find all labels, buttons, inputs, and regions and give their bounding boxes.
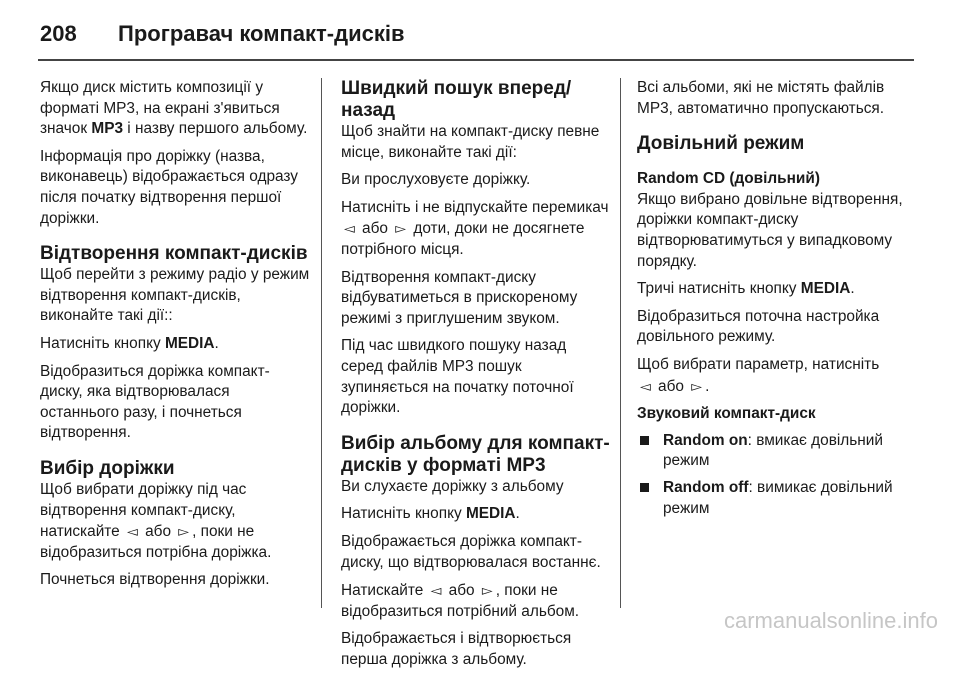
section-heading-playback: Відтворення компакт-дисків (40, 243, 308, 265)
left-arrow-icon: ◅ (344, 220, 355, 237)
right-arrow-icon: ▻ (481, 582, 493, 599)
page-header (40, 14, 404, 54)
paragraph: Відображається і відтворюється перша доріжка з альбому. (341, 630, 572, 668)
page-number: 208 (40, 21, 77, 46)
bullet-icon (640, 483, 649, 492)
paragraph: Тричі натисніть кнопку MEDIA. (637, 280, 855, 298)
subheading-random-cd: Random CD (довільний) (637, 170, 820, 188)
header-rule (38, 59, 914, 61)
paragraph: Щоб вибрати параметр, натисніть ◅ або ▻ . (637, 355, 880, 395)
watermark: carmanualsonline.info (723, 608, 938, 633)
paragraph: Натисніть і не відпускайте перемикач ◅ або ▻ доти, доки не досягнете потрібного місця. (341, 198, 609, 258)
paragraph: Щоб знайти на компакт-диску певне місце, виконайте такі дії: (341, 123, 600, 161)
paragraph: Почнеться відтворення доріжки. (40, 571, 270, 589)
section-heading-random: Довільний режим (637, 133, 805, 155)
subheading-audio-cd: Звуковий компакт-диск (637, 405, 816, 423)
paragraph: Натисніть кнопку MEDIA. (40, 334, 219, 352)
left-arrow-icon: ◅ (640, 377, 651, 394)
paragraph: Під час швидкого пошуку назад серед файлів MP3 пошук зупиняється на початку поточної доріжки. (341, 337, 574, 417)
page-title: Програвач компакт-дисків (118, 21, 405, 46)
paragraph: Всі альбоми, які не містять файлів MP3, автоматично пропускаються. (637, 79, 885, 117)
section-heading-fast-search: Швидкий пошук вперед/назад (341, 78, 572, 121)
column-middle (341, 78, 611, 677)
paragraph: Ви слухаєте доріжку з альбому (341, 477, 564, 495)
paragraph: Інформація про доріжку (назва, виконавець) відображається одразу після початку відтворення першої доріжки. (40, 147, 298, 227)
paragraph: Щоб вибрати доріжку під час відтворення компакт-диску, натискайте ◅ або ▻ , поки не відобразиться потрібна доріжка. (40, 480, 272, 561)
right-arrow-icon: ▻ (691, 377, 703, 394)
column-left (40, 78, 310, 598)
paragraph: Якщо диск містить композиції у форматі MP3, на екрані з'явиться значок MP3 і назву першого альбому. (40, 79, 308, 138)
paragraph: Натискайте ◅ або ▻ , поки не відобразиться потрібний альбом. (341, 582, 580, 620)
section-heading-track-select: Вибір доріжки (40, 457, 175, 479)
left-arrow-icon: ◅ (430, 582, 442, 599)
list-item: Random on: вмикає довільний режим (637, 431, 913, 472)
column-divider (321, 78, 322, 608)
paragraph: Відобразиться поточна настройка довільного режиму. (637, 307, 880, 346)
column-divider (620, 78, 621, 608)
section-heading-album-select: Вибір альбому для компакт-дисків у форматі MP3 (341, 432, 610, 476)
right-arrow-icon: ▻ (178, 523, 190, 540)
paragraph: Натисніть кнопку MEDIA. (341, 505, 520, 523)
paragraph: Відображається доріжка компакт-диску, що відтворювалася востаннє. (341, 532, 601, 571)
right-arrow-icon: ▻ (395, 220, 407, 237)
paragraph: Якщо вибрано довільне відтворення, доріжки компакт-диску відтворюватимуться у випадковому порядку. (637, 190, 903, 270)
paragraph: Відобразиться доріжка компакт-диску, яка відтворювалася останнього разу, і почнеться відтворення. (40, 362, 270, 442)
bullet-icon (640, 436, 649, 445)
list-item: Random off: вимикає довільний режим (637, 478, 913, 519)
paragraph: Відтворення компакт-диску відбуватиметься в прискореному режимі з приглушеним звуком. (341, 268, 578, 327)
column-right (637, 78, 913, 525)
paragraph: Ви прослуховуєте доріжку. (341, 171, 531, 189)
left-arrow-icon: ◅ (127, 523, 138, 540)
paragraph: Щоб перейти з режиму радіо у режим відтворення компакт-дисків, виконайте такі дії:: (40, 266, 310, 325)
option-list (637, 431, 913, 519)
